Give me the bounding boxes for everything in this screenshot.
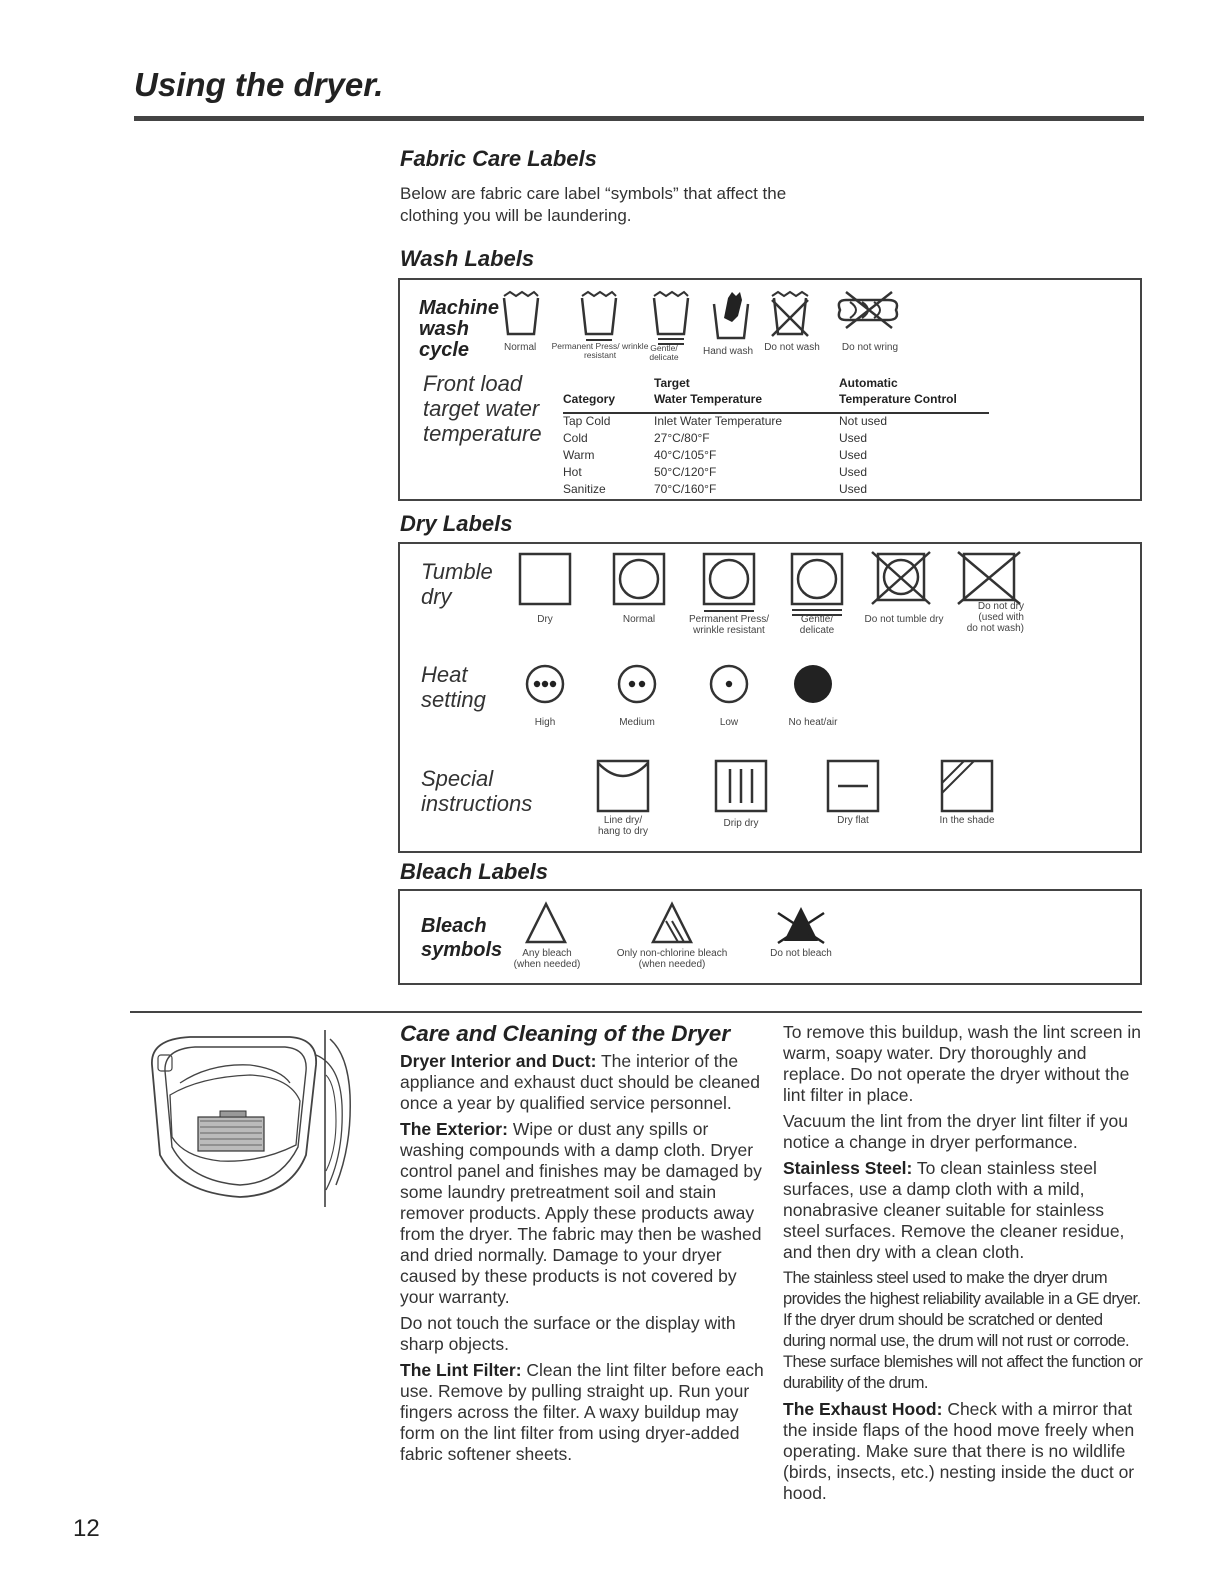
caption: Do not wring xyxy=(841,342,899,353)
caption: Line dry/ hang to dry xyxy=(597,815,649,837)
hand-wash-icon xyxy=(710,288,752,344)
caption: Drip dry xyxy=(723,818,759,829)
do-not-bleach-icon xyxy=(776,905,826,945)
caption: Hand wash xyxy=(702,346,754,357)
caption: Any bleach (when needed) xyxy=(513,948,581,970)
drip-dry-icon xyxy=(714,759,768,813)
table-cell: Used xyxy=(839,431,868,445)
caption: Do not tumble dry xyxy=(864,614,944,625)
washtub-gentle-icon xyxy=(650,286,690,348)
caption: Gentle/ delicate xyxy=(649,343,679,362)
line-dry-icon xyxy=(596,759,650,813)
table-cell: Used xyxy=(839,448,868,462)
caption: Gentle/ delicate xyxy=(799,614,835,636)
caption: Do not bleach xyxy=(770,948,832,959)
fabric-intro: Below are fabric care label “symbols” that affect the clothing you will be laundering. xyxy=(400,184,787,225)
table-cell: Used xyxy=(839,482,868,496)
buildup-paragraph: To remove this buildup, wash the lint screen in warm, soapy water. Dry thoroughly and replace. Do not operate the dryer without the lint filter in place. xyxy=(783,1022,1141,1105)
bleach-box-label: Bleach symbols xyxy=(421,915,503,961)
caption: Dry flat xyxy=(837,815,869,826)
care-column-right xyxy=(783,1022,1145,1509)
table-col-target xyxy=(654,413,834,498)
page-title: Using the dryer. xyxy=(134,66,384,103)
table-cell: 50°C/120°F xyxy=(654,465,717,479)
steel-paragraph: Stainless Steel: To clean stainless steel surfaces, use a damp cloth with a mild, nonabrasive cleaner suitable for stainless steel surfaces. Remove the cleaner residue, and then dry with a clean cloth. xyxy=(783,1158,1125,1262)
heat-label: Heat setting xyxy=(421,662,486,712)
tumble-dry-gentle-icon xyxy=(790,552,844,618)
tumble-dry-normal-icon xyxy=(612,552,666,606)
table-header-target: Target Water Temperature xyxy=(654,376,763,406)
bleach-labels-heading: Bleach Labels xyxy=(400,859,548,884)
table-col-category xyxy=(563,413,653,498)
caption: Permanent Press/ wrinkle resistant xyxy=(551,341,649,360)
heat-low-icon xyxy=(708,663,750,705)
do-not-wash-icon xyxy=(768,286,812,340)
caption: Permanent Press/ wrinkle resistant xyxy=(688,614,770,636)
do-not-wring-icon xyxy=(832,290,906,330)
caption: Low xyxy=(719,717,739,728)
table-cell: Used xyxy=(839,465,868,479)
dry-in-shade-icon xyxy=(940,759,994,813)
non-chlorine-bleach-icon xyxy=(650,901,694,945)
table-cell: Warm xyxy=(563,448,595,462)
vacuum-paragraph: Vacuum the lint from the dryer lint filter if you notice a change in dryer performance. xyxy=(783,1111,1128,1152)
table-cell: Sanitize xyxy=(563,482,606,496)
table-cell: 27°C/80°F xyxy=(654,431,710,445)
wash-box-label: Machine wash cycle xyxy=(419,297,500,361)
lint-paragraph: The Lint Filter: Clean the lint filter before each use. Remove by pulling straight up. Run your fingers across the filter. A waxy buildup may form on the lint filter from using dryer-added fabric softener sheets. xyxy=(400,1360,764,1464)
table-cell: 40°C/105°F xyxy=(654,448,717,462)
tumble-dry-permanent-press-icon xyxy=(702,552,756,614)
table-cell: Inlet Water Temperature xyxy=(654,414,783,428)
table-cell: Tap Cold xyxy=(563,414,611,428)
caption: Do not dry (used with do not wash) xyxy=(966,601,1024,634)
caption: High xyxy=(534,717,556,728)
drum-paragraph: The stainless steel used to make the dryer drum provides the highest reliability available in a GE dryer. If the dryer drum should be scratched or dented during normal use, the drum will not rust or corrode. These surface blemishes will not affect the function or durability of the drum. xyxy=(783,1269,1143,1392)
washtub-icon xyxy=(500,286,540,340)
exterior-paragraph: The Exterior: Wipe or dust any spills or washing compounds with a damp cloth. Dryer control panel and finishes may be damaged by some laundry pretreatment soil and stain remover products. Apply these products away from the dryer. The fabric may then be washed and dried normally. Damage to your dryer caused by these products is not covered by your warranty. xyxy=(400,1119,762,1307)
do-not-dry-icon xyxy=(956,550,1022,608)
dry-labels-heading: Dry Labels xyxy=(400,511,513,536)
caption: Do not wash xyxy=(764,342,820,353)
caption: Normal xyxy=(504,342,537,353)
table-header-control: Automatic Temperature Control xyxy=(839,376,957,406)
caption: Normal xyxy=(622,614,656,625)
heat-high-icon xyxy=(524,663,566,705)
caption: Medium xyxy=(619,717,655,728)
title-rule xyxy=(134,116,1144,121)
table-cell: Cold xyxy=(563,431,588,445)
table-cell: 70°C/160°F xyxy=(654,482,717,496)
any-bleach-icon xyxy=(524,901,568,945)
wash-labels-box xyxy=(398,278,1142,501)
no-heat-icon xyxy=(792,663,834,705)
care-heading: Care and Cleaning of the Dryer xyxy=(400,1021,731,1046)
touch-paragraph: Do not touch the surface or the display with sharp objects. xyxy=(400,1313,736,1354)
temperature-label: Front load target water temperature xyxy=(423,371,542,446)
washtub-permanent-press-icon xyxy=(578,286,618,344)
table-cell: Not used xyxy=(839,414,888,428)
bleach-labels-box xyxy=(398,889,1142,985)
caption: No heat/air xyxy=(788,717,838,728)
table-cell: Hot xyxy=(563,465,582,479)
tumble-dry-square-icon xyxy=(518,552,572,606)
dry-labels-box xyxy=(398,542,1142,853)
tumble-label: Tumble dry xyxy=(421,559,493,609)
interior-paragraph: Dryer Interior and Duct: The interior of the appliance and exhaust duct should be cleaned once a year by qualified service personnel. xyxy=(400,1051,760,1113)
section-divider xyxy=(130,1011,1142,1013)
do-not-tumble-dry-icon xyxy=(870,550,932,608)
table-header-category: Category xyxy=(563,392,616,406)
dry-flat-icon xyxy=(826,759,880,813)
caption: Only non-chlorine bleach (when needed) xyxy=(616,948,728,970)
caption: In the shade xyxy=(939,815,995,826)
special-label: Special instructions xyxy=(421,766,533,816)
care-column-left xyxy=(400,1051,765,1470)
table-col-control xyxy=(839,413,989,498)
fabric-care-heading: Fabric Care Labels xyxy=(400,146,597,171)
heat-medium-icon xyxy=(616,663,658,705)
wash-labels-heading: Wash Labels xyxy=(400,246,535,271)
hood-paragraph: The Exhaust Hood: Check with a mirror that the inside flaps of the hood move freely when operating. Make sure that there is no wildlife (birds, insects, etc.) nesting inside the duct or hood. xyxy=(783,1399,1135,1503)
page-number: 12 xyxy=(73,1515,100,1542)
caption: Dry xyxy=(537,614,553,625)
lint-filter-illustration xyxy=(140,1025,355,1215)
